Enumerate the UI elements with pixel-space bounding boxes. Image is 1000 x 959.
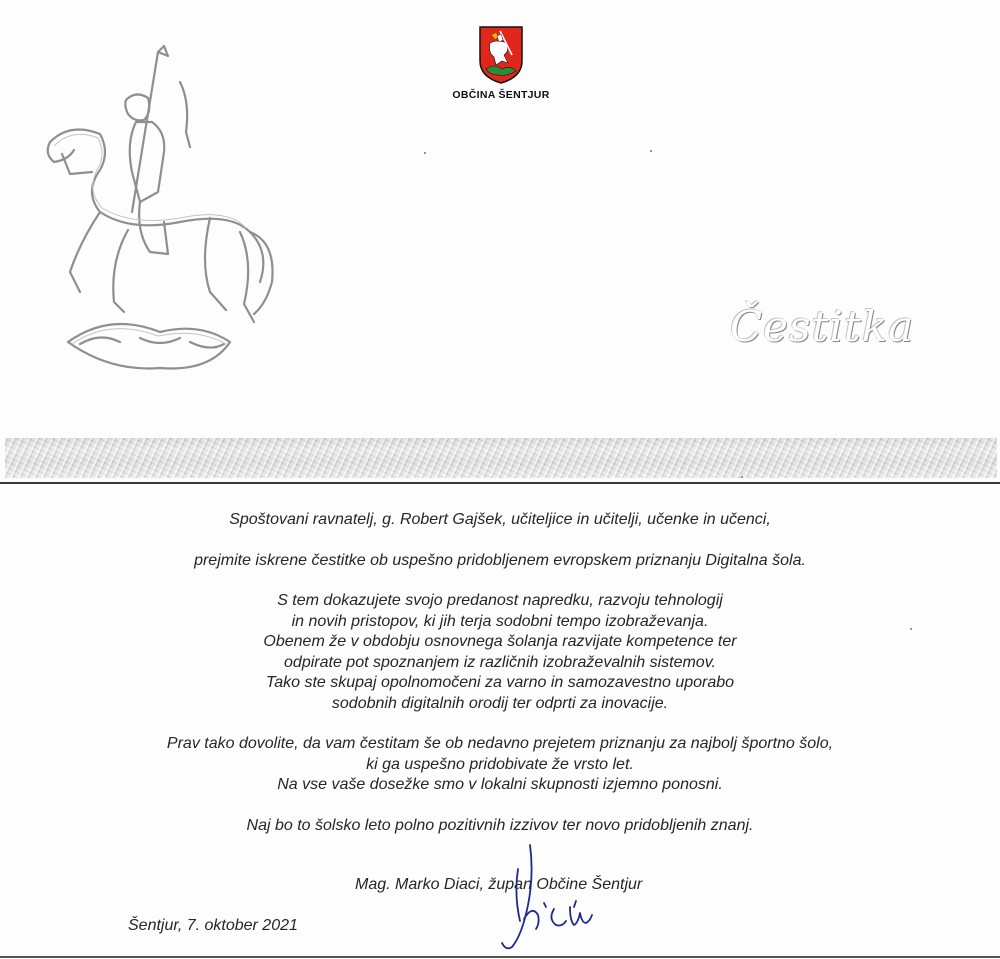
paragraph-line: S tem dokazujete svojo predanost napredku, razvoju tehnologij	[277, 592, 723, 609]
municipality-crest-logo	[478, 25, 524, 85]
place-and-date: Šentjur, 7. oktober 2021	[128, 917, 298, 934]
paragraph-line: ki ga uspešno pridobivate že vrsto let.	[366, 755, 634, 773]
letter-paragraph-1	[60, 591, 940, 714]
handwritten-signature	[478, 835, 608, 950]
paragraph-line: sodobnih digitalnih orodij ter odprti za inovacije.	[331, 694, 669, 712]
letter-congrats: prejmite iskrene čestitke ob uspešno pridobljenem evropskem priznanju Digitalna šola.	[194, 551, 806, 569]
paper-speck	[650, 150, 652, 152]
letter-closing: Naj bo to šolsko leto polno pozitivnih izzivov ter novo pridobljenih znanj.	[246, 816, 754, 834]
paragraph-line: Na vse vaše dosežke smo v lokalni skupnosti izjemno ponosni.	[277, 776, 723, 793]
paper-speck	[424, 152, 426, 154]
embossed-decorative-band	[5, 438, 997, 478]
letter-paragraph-2	[60, 734, 940, 796]
paragraph-line: Tako ste skupaj opolnomočeni za varno in samozavestno uporabo	[265, 674, 735, 691]
paper-speck	[741, 476, 743, 478]
paragraph-line: odpirate pot spoznanjem iz različnih izobraževalnih sistemov.	[284, 653, 716, 671]
paragraph-line: Obenem že v obdobju osnovnega šolanja razvijate kompetence ter	[263, 633, 737, 650]
letter-greeting: Spoštovani ravnatelj, g. Robert Gajšek, učiteljice in učitelji, učenke in učenci,	[229, 511, 771, 528]
municipality-name: OBČINA ŠENTJUR	[452, 89, 550, 101]
embossed-knight-illustration	[40, 42, 280, 392]
signatory-name: Mag. Marko Diaci, župan Občine Šentjur	[355, 876, 643, 893]
bottom-edge-line	[0, 956, 1000, 958]
paragraph-line: in novih pristopov, ki jih terja sodobni tempo izobraževanja.	[291, 612, 709, 630]
divider-line	[0, 482, 1000, 484]
card-title-cestitka: Čestitka	[730, 302, 915, 351]
letter-body	[60, 510, 940, 836]
paper-speck	[910, 628, 912, 630]
paragraph-line: Prav tako dovolite, da vam čestitam še ob nedavno prejetem priznanju za najbolj športno šolo,	[166, 735, 834, 752]
